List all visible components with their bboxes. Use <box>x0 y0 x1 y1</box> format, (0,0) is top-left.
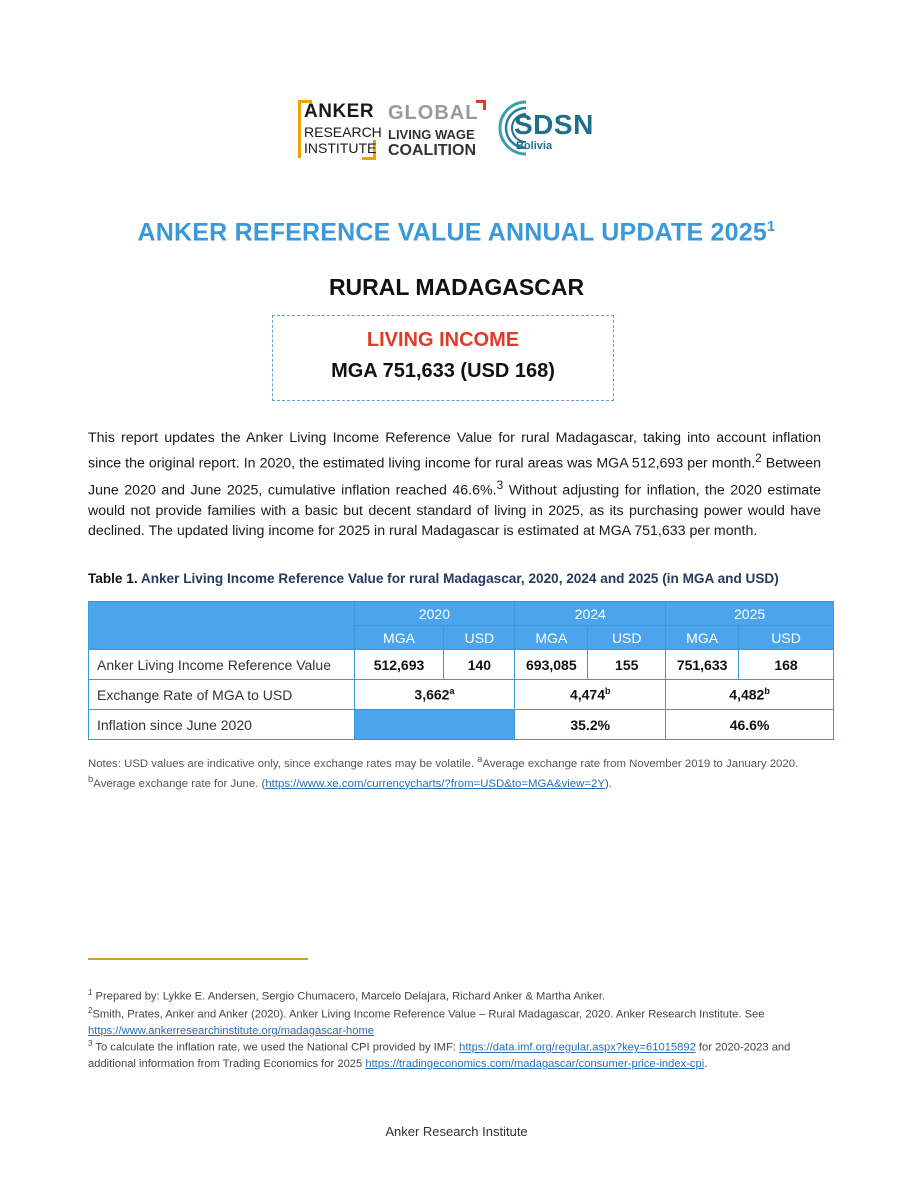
note-ref: a <box>477 754 483 765</box>
table-cell: 35.2% <box>515 710 666 740</box>
intro-text-2: Between June 2020 and June 2025, cumulative inflation reached 46.6%. <box>88 456 821 499</box>
footnote-2 <box>88 1003 823 1039</box>
table-caption <box>88 571 848 586</box>
note-ref: b <box>88 773 94 785</box>
page-subtitle: RURAL MADAGASCAR <box>328 274 585 300</box>
intro-text-1: This report updates the Anker Living Income Reference Value for rural Madagascar, taking into account inflation since the original report. In 2020, the estimated living income for rural areas was MGA 512,693 per month. <box>88 430 821 473</box>
glwc-logo-line3: COALITION <box>388 142 476 159</box>
footnote-text: Prepared by: Lykke E. Andersen, Sergio Chumacero, Marcelo Delajara, Richard Anker & Martha Anker. <box>92 990 606 1003</box>
year-header-2020: 2020 <box>354 602 515 626</box>
table-caption-prefix: Table 1. <box>88 571 138 586</box>
imf-data-link[interactable]: https://data.imf.org/regular.aspx?key=61015892 <box>459 1041 696 1054</box>
note-ref: a <box>449 686 455 697</box>
glwc-logo-line1: GLOBAL <box>388 102 479 124</box>
living-income-box <box>272 315 614 401</box>
notes-text: Average exchange rate from November 2019 to January 2020. <box>482 757 799 770</box>
footnote-3 <box>88 1036 823 1072</box>
anker-logo-line1: ANKER <box>304 101 375 122</box>
sdsn-bolivia-logo <box>496 98 606 160</box>
table-cell: 168 <box>739 650 834 680</box>
footnote-number: 1 <box>88 988 93 997</box>
table-notes <box>88 752 823 792</box>
notes-label: Notes: <box>88 757 121 770</box>
page-footer: Anker Research Institute <box>385 1124 528 1139</box>
currency-header: MGA <box>666 626 739 650</box>
table-cell: 46.6% <box>666 710 834 740</box>
table-header-blank <box>89 602 355 650</box>
footnote-ref-2: 2 <box>755 451 762 466</box>
note-ref: b <box>764 686 770 697</box>
sdsn-logo-sub: Bolivia <box>516 140 553 152</box>
currency-header: USD <box>739 626 834 650</box>
anker-logo-line3: INSTITUTE <box>304 140 377 156</box>
currency-header: MGA <box>354 626 444 650</box>
footnote-text: . <box>704 1057 708 1070</box>
living-income-value: MGA 751,633 (USD 168) <box>331 360 555 382</box>
intro-paragraph <box>88 428 821 542</box>
footnote-divider <box>88 958 308 960</box>
currency-header: USD <box>444 626 515 650</box>
table-row-exchange-rate <box>89 680 834 710</box>
footnote-text: for 2020-2023 and additional information from Trading Economics for 2025 <box>88 1041 791 1070</box>
year-header-2025: 2025 <box>666 602 834 626</box>
row-label: Exchange Rate of MGA to USD <box>89 680 355 710</box>
table-header-years <box>89 602 834 626</box>
row-label: Anker Living Income Reference Value <box>89 650 355 680</box>
anker-research-institute-logo <box>298 100 382 160</box>
sdsn-logo-name: SDSN <box>514 109 594 140</box>
year-header-2024: 2024 <box>515 602 666 626</box>
table-cell: 751,633 <box>666 650 739 680</box>
table-cell: 155 <box>588 650 666 680</box>
table-cell: 512,693 <box>354 650 444 680</box>
footnote-text: Smith, Prates, Anker and Anker (2020). Anker Living Income Reference Value – Rural Madagascar, 2020. Anker Research Institute. See <box>92 1008 765 1021</box>
anker-madagascar-link[interactable]: https://www.ankerresearchinstitute.org/madagascar-home <box>88 1024 375 1037</box>
notes-text: Average exchange rate for June. ( <box>93 777 266 790</box>
living-income-label: LIVING INCOME <box>366 329 520 351</box>
exchange-2025: 4,482 <box>729 686 765 703</box>
trading-economics-link[interactable]: https://tradingeconomics.com/madagascar/consumer-price-index-cpi <box>365 1057 705 1070</box>
intro-text-3: Without adjusting for inflation, the 2020 estimate would not provide families with a basic but decent standard of living in 2025, as its purchasing power would have declined. The updated living income for 2025 in rural Madagascar is estimated at MGA 751,633 per month. <box>88 482 821 540</box>
table-cell <box>666 680 834 710</box>
table-cell <box>354 680 515 710</box>
table-cell: 140 <box>444 650 515 680</box>
table-cell-empty <box>354 710 515 740</box>
footnote-number: 2 <box>88 1006 93 1015</box>
note-ref: b <box>605 686 611 697</box>
notes-text: USD values are indicative only, since exchange rates may be volatile. <box>120 757 478 770</box>
notes-text: ). <box>604 777 612 790</box>
footnote-ref-3: 3 <box>496 477 504 492</box>
footnote-number: 3 <box>88 1039 93 1048</box>
table-row-living-income <box>89 650 834 680</box>
row-label: Inflation since June 2020 <box>89 710 355 740</box>
table-cell: 693,085 <box>515 650 588 680</box>
table-cell <box>515 680 666 710</box>
page-title <box>0 218 913 247</box>
exchange-2020: 3,662 <box>414 686 450 703</box>
page-title-text: ANKER REFERENCE VALUE ANNUAL UPDATE 2025 <box>137 218 767 247</box>
title-footnote-ref: 1 <box>766 218 776 235</box>
global-living-wage-coalition-logo <box>388 100 488 160</box>
table-row-inflation <box>89 710 834 740</box>
table-caption-text: Anker Living Income Reference Value for rural Madagascar, 2020, 2024 and 2025 (in MGA and USD) <box>137 571 779 586</box>
currency-header: MGA <box>515 626 588 650</box>
anker-logo-line2: RESEARCH <box>304 124 382 140</box>
currency-header: USD <box>588 626 666 650</box>
footnote-text: To calculate the inflation rate, we used the National CPI provided by IMF: <box>92 1041 460 1054</box>
footnote-1 <box>88 985 823 1005</box>
living-income-table <box>88 601 834 740</box>
xe-currency-link[interactable]: https://www.xe.com/currencycharts/?from=USD&to=MGA&view=2Y <box>265 777 605 790</box>
exchange-2024: 4,474 <box>569 686 606 703</box>
glwc-logo-line2: LIVING WAGE <box>388 127 475 142</box>
